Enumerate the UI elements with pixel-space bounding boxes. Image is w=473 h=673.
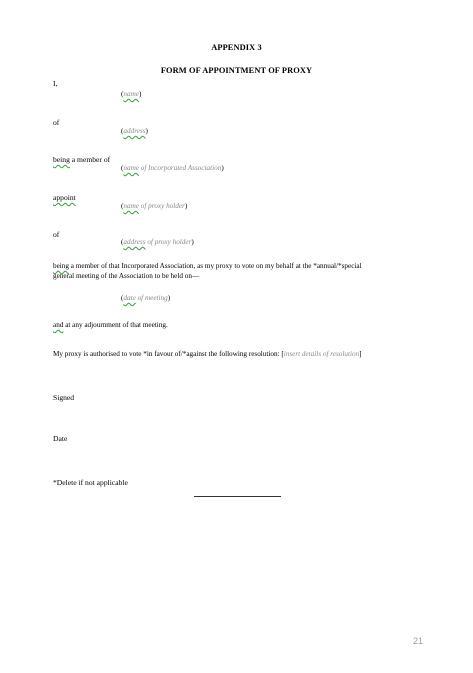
page-number: 21 xyxy=(413,636,424,646)
address-label: of xyxy=(53,118,60,127)
appendix-heading: APPENDIX 3 xyxy=(211,43,262,52)
proxy-paragraph: being a member of that Incorporated Association, as my proxy to vote on my behalf at the *annual/*special general meeting of the Association to be held on— xyxy=(53,262,362,280)
name-hint: (name) xyxy=(121,90,142,98)
name-label: I, xyxy=(53,79,58,88)
signature-rule xyxy=(194,496,281,497)
footnote: *Delete if not applicable xyxy=(53,478,128,487)
date-label: Date xyxy=(53,434,68,443)
form-title: FORM OF APPOINTMENT OF PROXY xyxy=(160,66,313,75)
address-hint: (address) xyxy=(121,127,148,135)
proxy-address-hint: (address of proxy holder) xyxy=(121,238,194,246)
member-of-label: being a member of xyxy=(53,155,111,164)
authorisation-line: My proxy is authorised to vote *in favour of/*against the following resolution: [insert details of resolution] xyxy=(53,350,362,358)
meeting-date-hint: (date of meeting) xyxy=(121,294,171,302)
association-hint: (name of Incorporated Association) xyxy=(121,164,224,172)
adjournment-line: and at any adjournment of that meeting. xyxy=(53,321,168,329)
appoint-label: appoint xyxy=(53,193,76,202)
signed-label: Signed xyxy=(53,393,75,402)
proxy-name-hint: (name of proxy holder) xyxy=(121,202,188,210)
proxy-address-label: of xyxy=(53,230,60,239)
